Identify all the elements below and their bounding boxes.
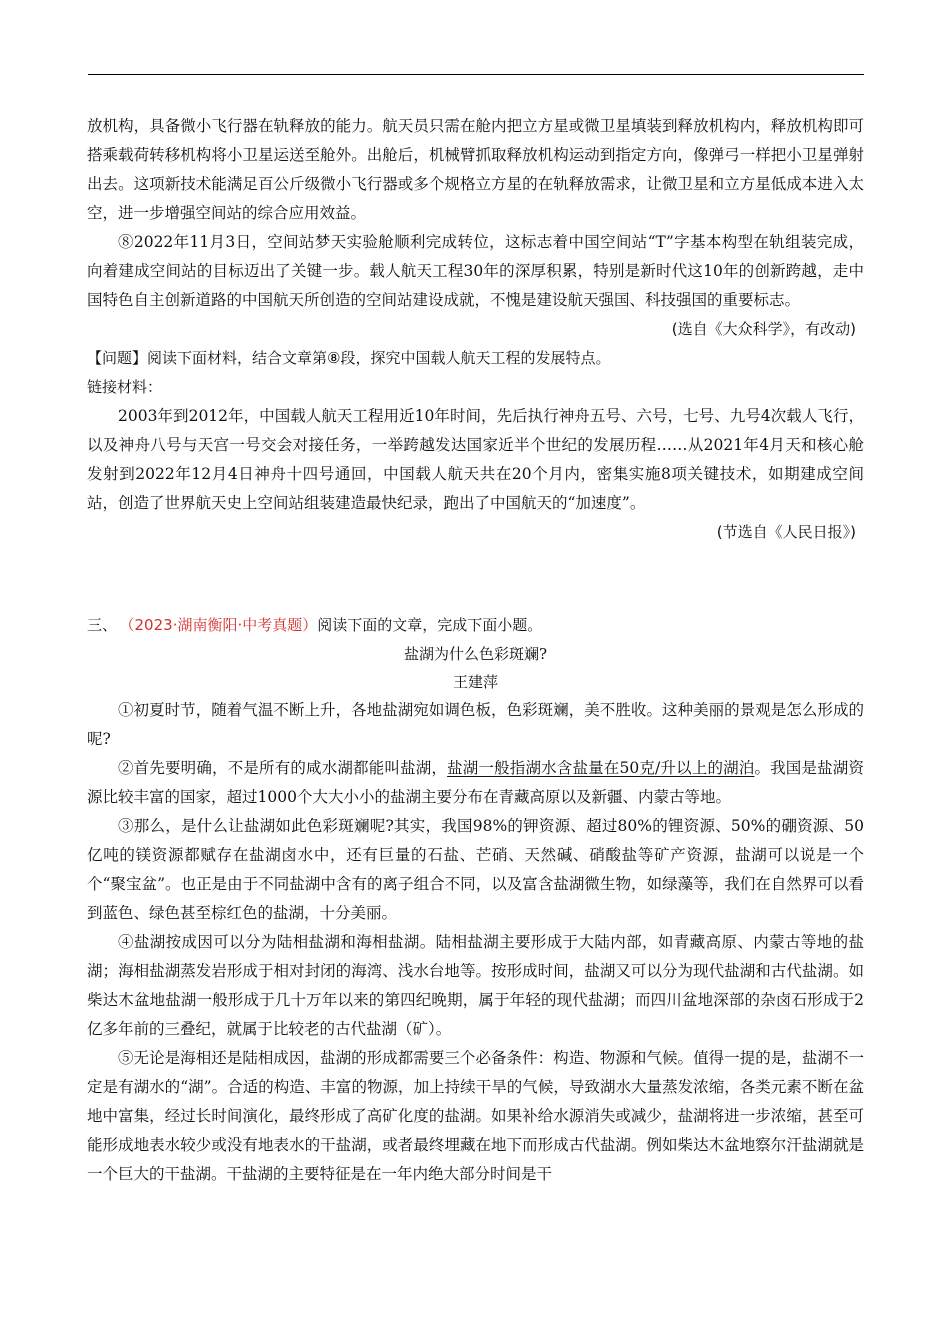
section-3-heading: [87, 611, 864, 640]
question-prompt: 【问题】阅读下面材料，结合文章第⑧段，探究中国载人航天工程的发展特点。: [87, 349, 611, 367]
section-number: 三、: [87, 616, 118, 634]
paragraph-7-continued: 放机构，具备微小飞行器在轨释放的能力。航天员只需在舱内把立方星或微卫星填装到释放机构内，释放机构即可搭乘载荷转移机构将小卫星运送至舱外。出舱后，机械臂抓取释放机构运动到指定方向，像弹弓一样把小卫星弹射出去。这项新技术能满足百公斤级微小飞行器或多个规格立方星的在轨释放需求，让微卫星和立方星低成本进入太空，进一步增强空间站的综合应用效益。: [87, 117, 864, 222]
underlined-definition: 盐湖一般指湖水含盐量在50克/升以上的湖泊: [447, 759, 755, 777]
paragraph-2-lead: ②首先要明确，不是所有的咸水湖都能叫盐湖，: [118, 759, 448, 777]
paragraph-2-rest: 。我国是盐湖资源比较丰富的国家，超过1000个大大小小的盐湖主要分布在青藏高原以及新疆、内蒙古等地。: [87, 759, 864, 806]
article-paragraph-2: [87, 754, 864, 812]
source-citation-1: (选自《大众科学》，有改动): [671, 320, 856, 338]
exam-source-tag: （2023·湖南衡阳·中考真题）: [127, 616, 318, 634]
article-paragraph-1: ①初夏时节，随着气温不断上升，各地盐湖宛如调色板，色彩斑斓，美不胜收。这种美丽的景观是怎么形成的呢?: [87, 701, 864, 748]
paragraph-8: ⑧2022年11月3日，空间站梦天实验舱顺利完成转位，这标志着中国空间站“T”字基本构型在轨组装完成，向着建成空间站的目标迈出了关键一步。载人航天工程30年的深厚积累，特别是新时代这10年的创新跨越，走中国特色自主创新道路的中国航天所创造的空间站建设成就，不愧是建设航天强国、科技强国的重要标志。: [87, 233, 864, 309]
header-rule: [88, 74, 864, 75]
article-paragraph-3: ③那么，是什么让盐湖如此色彩斑斓呢?其实，我国98%的钾资源、超过80%的锂资源、50%的硼资源、50亿吨的镁资源都赋存在盐湖卤水中，还有巨量的石盐、芒硝、天然碱、硝酸盐等矿产资源，盐湖可以说是一个个“聚宝盆”。也正是由于不同盐湖中含有的离子组合不同，以及富含盐湖微生物，如绿藻等，我们在自然界可以看到蓝色、绿色甚至棕红色的盐湖，十分美丽。: [87, 817, 864, 922]
article-paragraph-5: ⑤无论是海相还是陆相成因，盐湖的形成都需要三个必备条件：构造、物源和气候。值得一提的是，盐湖不一定是有湖水的“湖”。合适的构造、丰富的物源，加上持续干旱的气候，导致湖水大量蒸发浓缩，各类元素不断在盆地中富集，经过长时间演化，最终形成了高矿化度的盐湖。如果补给水源消失或减少，盐湖将进一步浓缩，甚至可能形成地表水较少或没有地表水的干盐湖，或者最终埋藏在地下而形成古代盐湖。例如柴达木盆地察尔汗盐湖就是一个巨大的干盐湖。干盐湖的主要特征是在一年内绝大部分时间是干: [87, 1049, 864, 1183]
article-title: 盐湖为什么色彩斑斓?: [403, 645, 548, 663]
section-instruction: 阅读下面的文章，完成下面小题。: [317, 616, 543, 634]
document-body: [87, 112, 864, 1189]
source-citation-2: (节选自《人民日报》): [716, 523, 856, 541]
link-material-label: 链接材料：: [87, 378, 163, 396]
article-author: 王建萍: [452, 673, 498, 691]
link-material-text: 2003年到2012年，中国载人航天工程用近10年时间，先后执行神舟五号、六号，七号、九号4次载人飞行，以及神舟八号与天宫一号交会对接任务，一举跨越发达国家近半个世纪的发展历程……从2021年4月天和核心舱发射到2022年12月4日神舟十四号通回，中国载人航天共在20个月内，密集实施8项关键技术，如期建成空间站，创造了世界航天史上空间站组装建造最快纪录，跑出了中国航天的“加速度”。: [87, 407, 864, 512]
article-paragraph-4: ④盐湖按成因可以分为陆相盐湖和海相盐湖。陆相盐湖主要形成于大陆内部，如青藏高原、内蒙古等地的盐湖；海相盐湖蒸发岩形成于相对封闭的海湾、浅水台地等。按形成时间，盐湖又可以分为现代盐湖和古代盐湖。如柴达木盆地盐湖一般形成于几十万年以来的第四纪晚期，属于年轻的现代盐湖；而四川盆地深部的杂卤石形成于2亿多年前的三叠纪，就属于比较老的古代盐湖（矿）。: [87, 933, 864, 1038]
